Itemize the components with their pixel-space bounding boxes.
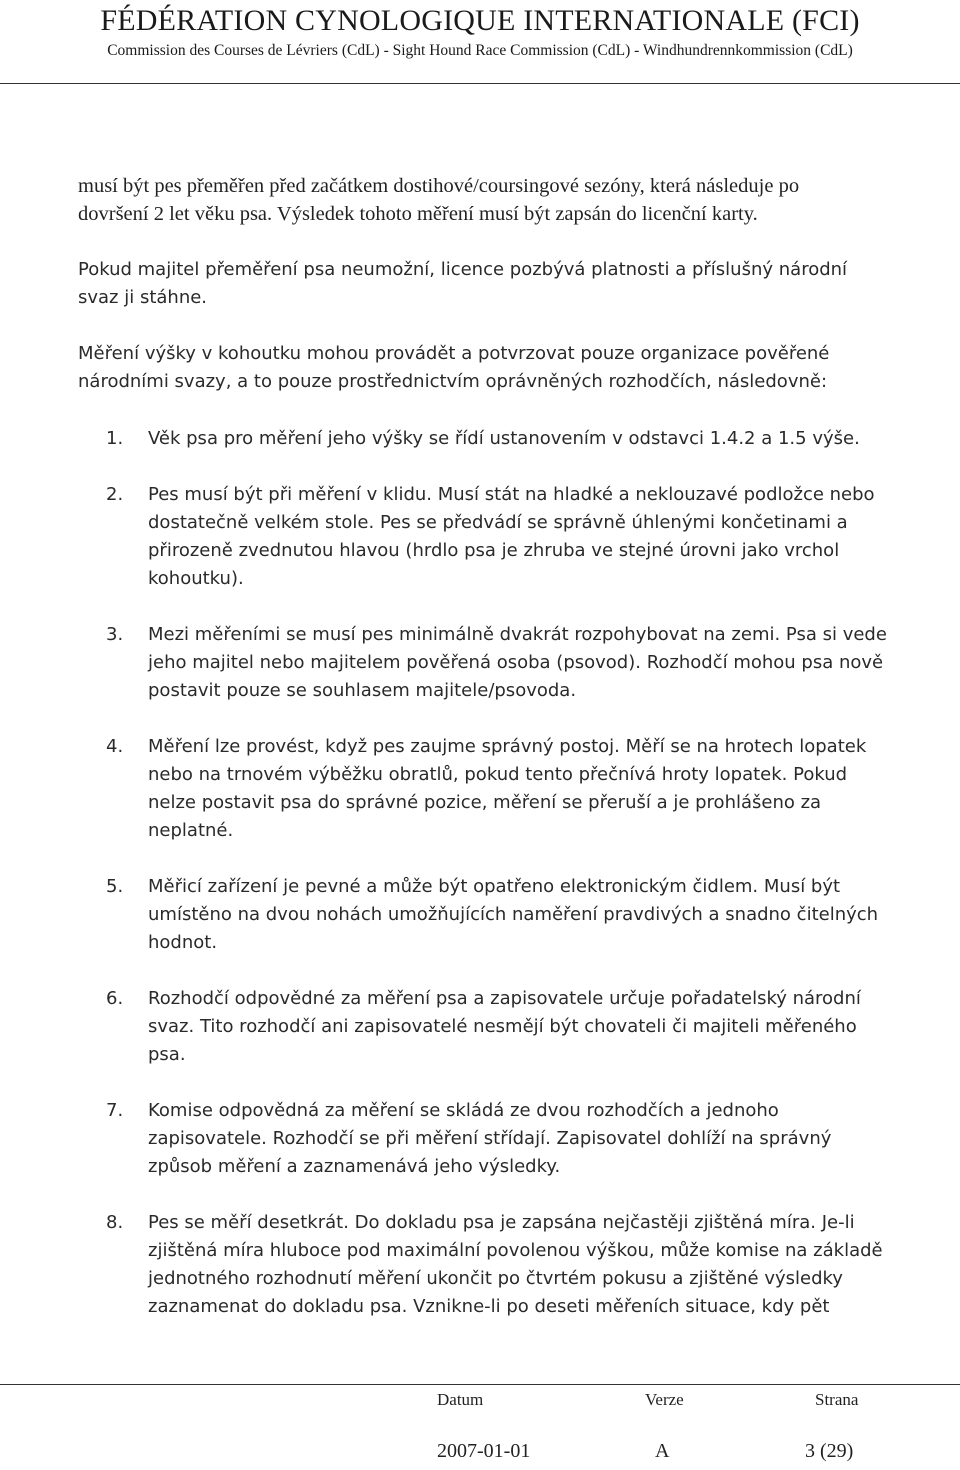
list-item-number: 5.: [106, 876, 124, 897]
list-item-number: 3.: [106, 624, 124, 645]
numbered-rules-list: [106, 425, 960, 1349]
list-item-number: 6.: [106, 988, 124, 1009]
list-item-line: postavit pouze se souhlasem majitele/psovoda.: [148, 680, 577, 701]
list-item-line: zjištěná míra hluboce pod maximální povolenou výškou, může komise na základě: [148, 1240, 883, 1261]
footer-date-value: 2007-01-01: [437, 1440, 531, 1462]
footer-labels: [0, 1390, 960, 1416]
list-item-line: zaznamenat do dokladu psa. Vznikne-li po deseti měřeních situace, kdy pět: [148, 1296, 830, 1317]
list-item-line: kohoutku).: [148, 568, 244, 589]
footer-values: [0, 1440, 960, 1470]
paragraph-line: národními svazy, a to pouze prostřednictvím oprávněných rozhodčích, následovně:: [78, 371, 828, 392]
paragraph-measurement: [78, 340, 958, 396]
list-item: [106, 733, 960, 845]
list-item-line: způsob měření a zaznamenává jeho výsledky.: [148, 1156, 561, 1177]
paragraph-line: dovršení 2 let věku psa. Výsledek tohoto měření musí být zapsán do licenční karty.: [78, 203, 758, 225]
list-item-number: 4.: [106, 736, 124, 757]
paragraph-line: svaz ji stáhne.: [78, 287, 208, 308]
paragraph-license: [78, 256, 958, 312]
list-item-line: nebo na trnovém výběžku obratlů, pokud tento přečnívá hroty lopatek. Pokud: [148, 764, 848, 785]
list-item-line: psa.: [148, 1044, 186, 1065]
list-item-line: Věk psa pro měření jeho výšky se řídí ustanovením v odstavci 1.4.2 a 1.5 výše.: [148, 428, 860, 449]
footer-page-label: Strana: [815, 1390, 859, 1409]
list-item-line: Pes se měří desetkrát. Do dokladu psa je zapsána nejčastěji zjištěná míra. Je-li: [148, 1212, 855, 1233]
list-item-line: Pes musí být při měření v klidu. Musí stát na hladké a neklouzavé podložce nebo: [148, 484, 875, 505]
list-item-line: dostatečně velkém stole. Pes se předvádí se správně úhlenými končetinami a: [148, 512, 848, 533]
list-item: [106, 1097, 960, 1181]
list-item-number: 7.: [106, 1100, 124, 1121]
list-item-line: nelze postavit psa do správné pozice, měření se přeruší a je prohlášeno za: [148, 792, 822, 813]
list-item-line: svaz. Tito rozhodčí ani zapisovatelé nesmějí být chovateli či majiteli měřeného: [148, 1016, 857, 1037]
paragraph-line: Měření výšky v kohoutku mohou provádět a potvrzovat pouze organizace pověřené: [78, 343, 830, 364]
paragraph-line: musí být pes přeměřen před začátkem dostihové/coursingové sezóny, která následuje po: [78, 175, 800, 197]
list-item-line: Měření lze provést, když pes zaujme správný postoj. Měří se na hrotech lopatek: [148, 736, 867, 757]
list-item-number: 2.: [106, 484, 124, 505]
list-item: [106, 621, 960, 705]
list-item-line: Rozhodčí odpovědné za měření psa a zapisovatele určuje pořadatelský národní: [148, 988, 861, 1009]
list-item: [106, 425, 960, 453]
list-item: [106, 985, 960, 1069]
list-item-line: hodnot.: [148, 932, 218, 953]
list-item-line: přirozeně zvednutou hlavou (hrdlo psa je zhruba ve stejné úrovni jako vrchol: [148, 540, 840, 561]
footer-version-label: Verze: [645, 1390, 684, 1409]
list-item-line: neplatné.: [148, 820, 234, 841]
list-item: [106, 873, 960, 957]
paragraph-line: Pokud majitel přeměření psa neumožní, licence pozbývá platnosti a příslušný národní: [78, 259, 848, 280]
footer-page-value: 3 (29): [805, 1440, 854, 1462]
list-item-line: Měřicí zařízení je pevné a může být opatřeno elektronickým čidlem. Musí být: [148, 876, 841, 897]
list-item-number: 1.: [106, 428, 124, 449]
list-item-line: jednotného rozhodnutí měření ukončit po čtvrtém pokusu a zjištěné výsledky: [148, 1268, 843, 1289]
list-item: [106, 481, 960, 593]
list-item-line: umístěno na dvou nohách umožňujících naměření pravdivých a snadno čitelných: [148, 904, 879, 925]
list-item-line: zapisovatele. Rozhodčí se při měření střídají. Zapisovatel dohlíží na správný: [148, 1128, 832, 1149]
footer-date-label: Datum: [437, 1390, 484, 1409]
commission-subtitle: Commission des Courses de Lévriers (CdL) - Sight Hound Race Commission (CdL) - Windhundrennkommission (CdL): [107, 42, 853, 59]
organization-title: FÉDÉRATION CYNOLOGIQUE INTERNATIONALE (FCI): [100, 4, 860, 37]
list-item-line: Komise odpovědná za měření se skládá ze dvou rozhodčích a jednoho: [148, 1100, 779, 1121]
list-item-line: Mezi měřeními se musí pes minimálně dvakrát rozpohybovat na zemi. Psa si vede: [148, 624, 887, 645]
list-item-number: 8.: [106, 1212, 124, 1233]
footer-divider: [0, 1384, 960, 1385]
paragraph-intro: [78, 172, 958, 228]
list-item: [106, 1209, 960, 1321]
footer-version-value: A: [655, 1440, 670, 1462]
header-divider: [0, 83, 960, 84]
list-item-line: jeho majitel nebo majitelem pověřená osoba (psovod). Rozhodčí mohou psa nově: [148, 652, 884, 673]
